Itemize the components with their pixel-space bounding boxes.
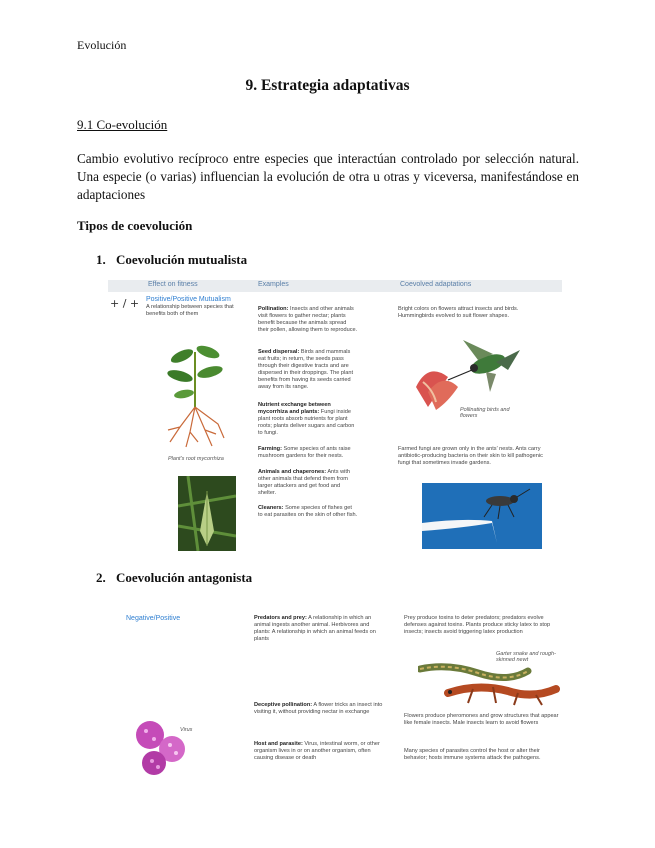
acacia-thorn-icon	[178, 476, 236, 551]
plant-caption: Plant's root mycorrhiza	[168, 456, 224, 462]
nutrient-text: Fungi inside plant roots absorb nutrients for plant roots; plants deliver sugars and carbon to fungi.	[258, 409, 355, 436]
hummingbird-caption: Pollinating birds and flowers	[460, 407, 510, 419]
animal-text: Ants with other animals that defend them from larger attackers and get food and shelter.	[258, 469, 351, 496]
col-examples-header: Examples	[258, 281, 289, 288]
col-adaptations-header: Coevolved adaptations	[400, 281, 472, 288]
col-effect-header: Effect on fitness	[148, 281, 198, 288]
example-predators	[254, 615, 384, 643]
seed-text: Birds and mammals eat fruits; in return, the seeds pass through their digestive tracts and are dispersed in their droppings. The plant benefits from having its seeds carried away from its range.	[258, 349, 354, 390]
adaptation-host: Many species of parasites control the host or alter their behavior; hosts immune systems attack the pathogens.	[404, 748, 541, 761]
list-item-antagonista	[96, 570, 252, 586]
nutrient-title: Nutrient exchange between mycorrhiza and plants:	[258, 402, 331, 415]
antag-effect-label: Negative/Positive	[126, 615, 181, 622]
figure-header	[108, 280, 562, 292]
deceptive-text: A flower tricks an insect into visiting it, without providing nectar in exchange	[254, 702, 383, 715]
section-title: 9.1 Co-evolución	[77, 117, 168, 132]
host-title: Host and parasite:	[254, 741, 303, 747]
list-label: Coevolución mutualista	[116, 252, 248, 267]
adaptation-farming: Farmed fungi are grown only in the ants' nests. Ants carry antibiotic-producing bacteria on their skin to kill pathogenic fungi that sometimes invade gardens.	[398, 446, 543, 466]
example-seed	[258, 349, 358, 391]
pollination-text: Insects and other animals visit flowers to gather nectar; plants benefit because the animals spread their pollen, allowing them to reproduce.	[258, 306, 358, 333]
virus-caption: Virus	[180, 727, 193, 733]
animal-title: Animals and chaperones:	[258, 469, 327, 475]
plant-roots-icon	[160, 342, 230, 454]
example-animals	[258, 469, 358, 497]
farming-title: Farming:	[258, 446, 282, 452]
snake-caption: Garter snake and rough-skinned newt	[496, 651, 556, 663]
adaptation-deceptive: Flowers produce pheromones and grow structures that appear like female insects. Male insects learn to avoid flowers	[404, 713, 559, 726]
definition-paragraph: Cambio evolutivo recíproco entre especies que interactúan controlado por selección natural. Una especie (o varias) influencian la evolución de otra u otras y viceversa, manifestándose en adaptaciones	[77, 151, 579, 202]
page-title: 9. Estrategia adaptativas	[245, 77, 410, 94]
virus-icon	[132, 715, 192, 781]
list-label: Coevolución antagonista	[116, 570, 253, 585]
adaptation-predators: Prey produce toxins to deter predators; predators evolve defenses against toxins. Plants produce sticky latex to stop insects; insects avoid triggering latex production	[404, 615, 551, 635]
predators-title: Predators and prey:	[254, 615, 307, 621]
predators-text: A relationship in which an animal ingests another animal. Herbivores and plants: A relationship in which an animal feeds on plants	[254, 615, 376, 642]
list-item-mutualista	[96, 252, 247, 268]
header-title: Evolución	[77, 38, 127, 52]
antagonism-figure	[108, 605, 562, 785]
effect-description: A relationship between species that benefits both of them	[146, 304, 234, 317]
example-pollination	[258, 306, 358, 334]
pollination-title: Pollination:	[258, 306, 289, 312]
example-cleaners	[258, 505, 358, 519]
list-number: 2.	[96, 570, 106, 585]
insect-photo-icon	[422, 483, 542, 549]
deceptive-title: Deceptive pollination:	[254, 702, 313, 708]
example-deceptive	[254, 702, 384, 716]
types-heading: Tipos de coevolución	[77, 218, 193, 233]
host-text: Virus, intestinal worm, or other organism lives in or on another organism, often causing disease or death	[254, 741, 380, 761]
seed-title: Seed dispersal:	[258, 349, 300, 355]
cleaners-text: Some species of fishes get to eat parasites on the skin of other fish.	[258, 505, 358, 518]
snake-newt-icon	[418, 659, 560, 709]
example-nutrient	[258, 402, 358, 437]
hummingbird-flower-icon	[408, 332, 528, 412]
adaptation-pollination: Bright colors on flowers attract insects and birds. Hummingbirds evolved to suit flower shapes.	[398, 306, 519, 319]
effect-label: Positive/Positive Mutualism	[146, 296, 231, 303]
example-farming	[258, 446, 358, 460]
mutualism-figure	[108, 280, 562, 552]
fitness-sign: + / +	[110, 297, 140, 310]
list-number: 1.	[96, 252, 106, 267]
cleaners-title: Cleaners:	[258, 505, 284, 511]
example-host	[254, 741, 384, 762]
farming-text: Some species of ants raise mushroom gardens for their nests.	[258, 446, 351, 459]
